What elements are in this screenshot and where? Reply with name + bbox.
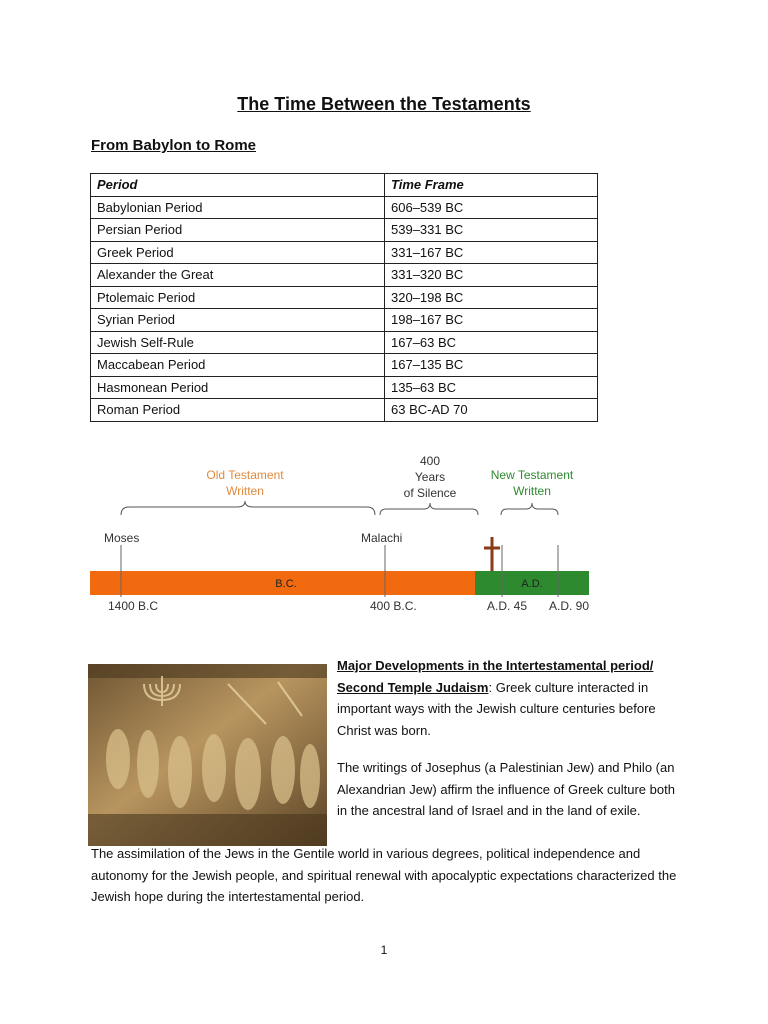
time-frame-cell: 331–167 BC <box>385 241 598 264</box>
nt-written-label-line2: Written <box>513 484 551 498</box>
intro-heading-line2: Second Temple Judaism <box>337 679 489 695</box>
table-row <box>91 286 598 309</box>
time-frame-cell: 167–135 BC <box>385 354 598 377</box>
table-row <box>91 219 598 242</box>
column-header-time-frame: Time Frame <box>385 174 598 197</box>
ot-span-brace <box>121 501 375 515</box>
ot-written-label-line2: Written <box>226 484 264 498</box>
table-row <box>91 399 598 422</box>
time-frame-cell: 539–331 BC <box>385 219 598 242</box>
silence-label-line1: 400 <box>419 454 441 468</box>
period-cell: Ptolemaic Period <box>91 286 385 309</box>
time-frame-cell: 135–63 BC <box>385 376 598 399</box>
nt-span-brace <box>501 503 558 515</box>
period-cell: Jewish Self-Rule <box>91 331 385 354</box>
period-cell: Babylonian Period <box>91 196 385 219</box>
tick-label-1400bc: 1400 B.C <box>108 599 159 613</box>
testament-timeline-diagram <box>88 445 608 617</box>
intro-heading-line1: Major Developments in the Intertestamental period/ <box>337 658 654 673</box>
moses-label: Moses <box>104 531 140 545</box>
josephus-philo-paragraph: The writings of Josephus (a Palestinian Jew) and Philo (an Alexandrian Jew) affirm the influence of Greek culture both in the ancestral land of Israel and in the land of exile. <box>337 760 675 818</box>
table-row <box>91 309 598 332</box>
intertestamental-intro <box>337 655 677 741</box>
table-row <box>91 264 598 287</box>
period-cell: Alexander the Great <box>91 264 385 287</box>
table-header-row <box>91 174 598 197</box>
time-frame-cell: 167–63 BC <box>385 331 598 354</box>
nt-written-label-line1: New Testament <box>490 468 574 482</box>
page-number: 1 <box>380 943 388 957</box>
silence-label-line2: Years <box>414 470 446 484</box>
intro-heading-separator: : <box>488 679 493 695</box>
document-title: The Time Between the Testaments <box>237 94 531 114</box>
time-frame-cell: 198–167 BC <box>385 309 598 332</box>
table-row <box>91 331 598 354</box>
intro-body: Greek culture interacted in important ways with the Jewish culture centuries before Christ was born. <box>337 679 656 738</box>
malachi-label: Malachi <box>361 531 403 545</box>
table-row <box>91 376 598 399</box>
ad-bar-label: A.D. <box>521 578 543 590</box>
tick-label-ad45: A.D. 45 <box>487 599 528 613</box>
table-row <box>91 241 598 264</box>
time-frame-cell: 320–198 BC <box>385 286 598 309</box>
period-cell: Maccabean Period <box>91 354 385 377</box>
period-cell: Hasmonean Period <box>91 376 385 399</box>
silence-label-line3: of Silence <box>403 486 457 500</box>
bc-bar-label: B.C. <box>275 578 297 590</box>
tick-label-ad90: A.D. 90 <box>549 599 590 613</box>
table-row <box>91 354 598 377</box>
time-frame-cell: 331–320 BC <box>385 264 598 287</box>
silence-span-brace <box>380 503 478 515</box>
period-cell: Syrian Period <box>91 309 385 332</box>
column-header-period: Period <box>91 174 385 197</box>
time-frame-cell: 63 BC-AD 70 <box>385 399 598 422</box>
arch-of-titus-relief-image <box>88 664 327 846</box>
time-frame-cell: 606–539 BC <box>385 196 598 219</box>
assimilation-paragraph: The assimilation of the Jews in the Gentile world in various degrees, political independence and autonomy for the Jewish people, and spiritual renewal with apocalyptic expectations characterized the Jewish hope during the intertestamental period. <box>91 846 677 904</box>
period-cell: Roman Period <box>91 399 385 422</box>
section-heading: From Babylon to Rome <box>91 137 257 154</box>
tick-label-400bc: 400 B.C. <box>370 599 417 613</box>
period-cell: Persian Period <box>91 219 385 242</box>
periods-table <box>90 173 598 422</box>
period-cell: Greek Period <box>91 241 385 264</box>
table-row <box>91 196 598 219</box>
ot-written-label-line1: Old Testament <box>206 468 284 482</box>
